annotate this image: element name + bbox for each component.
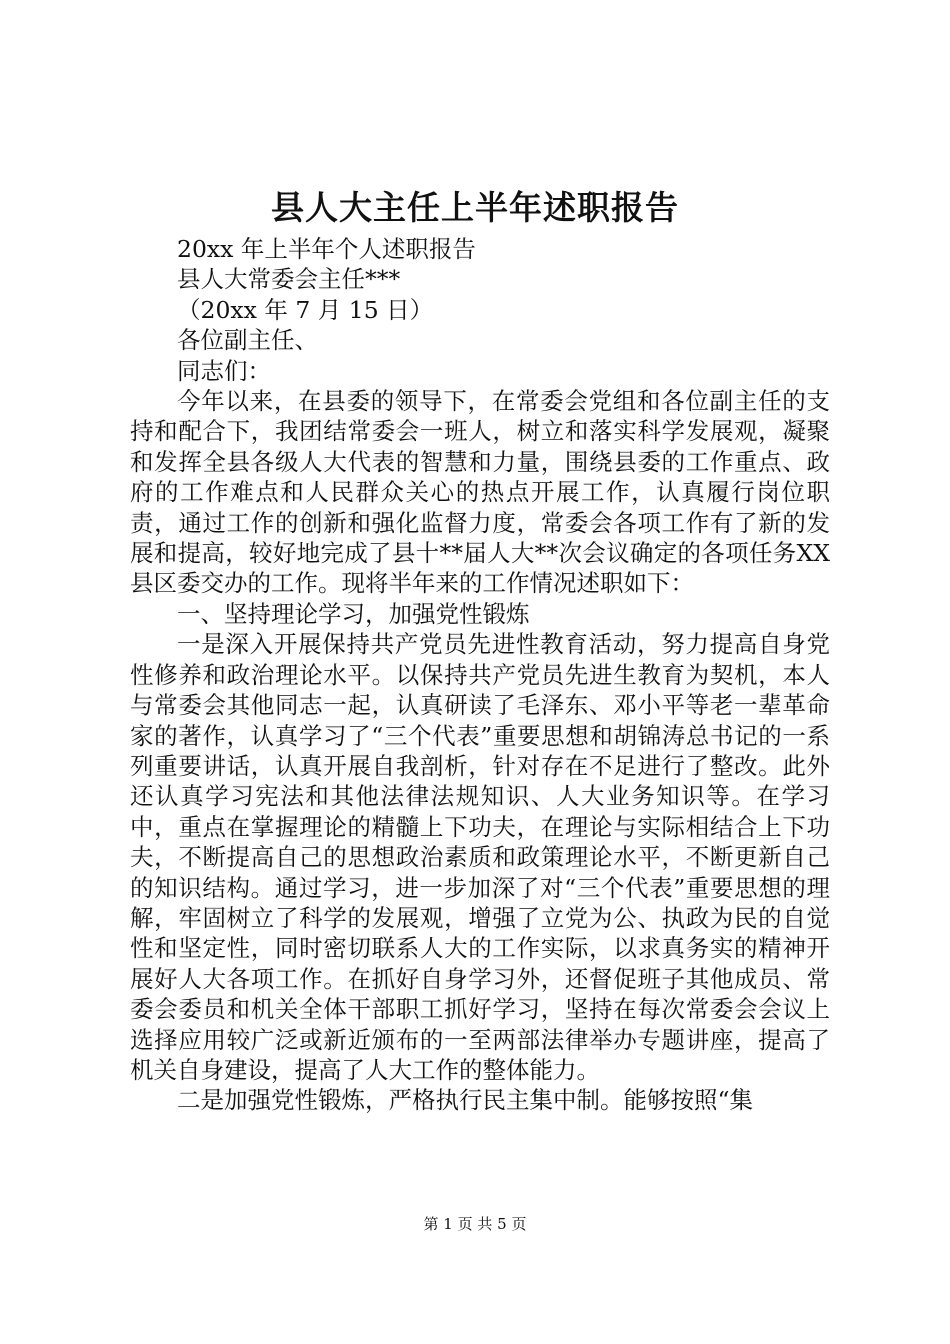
- section-heading: 一、坚持理论学习，加强党性锻炼: [177, 599, 530, 628]
- body-paragraph-continued: 二是加强党性锻炼，严格执行民主集中制。能够按照“集: [177, 1086, 754, 1115]
- document-body: [130, 234, 830, 1116]
- salutation-line-2: 同志们：: [177, 356, 271, 385]
- document-title: 县人大主任上半年述职报告: [271, 188, 679, 227]
- salutation-line-1: 各位副主任、: [177, 326, 318, 355]
- body-paragraph: 一是深入开展保持共产党员先进性教育活动，努力提高自身党性修养和政治理论水平。以保持共产党员先进生教育为契机，本人与常委会其他同志一起，认真研读了毛泽东、邓小平等老一辈革命家的著作，认真学习了“三个代表”重要思想和胡锦涛总书记的一系列重要讲话，认真开展自我剖析，针对存在不足进行了整改。此外还认真学习宪法和其他法律法规知识、人大业务知识等。在学习中，重点在掌握理论的精髓上下功夫，在理论与实际相结合上下功夫，不断提高自己的思想政治素质和政策理论水平，不断更新自己的知识结构。通过学习，进一步加深了对“三个代表”重要思想的理解，牢固树立了科学的发展观，增强了立党为公、执政为民的自觉性和坚定性，同时密切联系人大的工作实际，以求真务实的精神开展好人大各项工作。在抓好自身学习外，还督促班子其他成员、常委会委员和机关全体干部职工抓好学习，坚持在每次常委会会议上选择应用较广泛或新近颁布的一至两部法律举办专题讲座，提高了机关自身建设，提高了人大工作的整体能力。: [130, 630, 830, 1084]
- report-subtitle: 20xx 年上半年个人述职报告: [177, 235, 476, 263]
- date-line: （20xx 年 7 月 15 日）: [177, 295, 434, 324]
- page-number-footer: 第 1 页 共 5 页: [423, 1215, 527, 1233]
- author-line: 县人大常委会主任***: [177, 265, 401, 294]
- intro-paragraph: 今年以来，在县委的领导下，在常委会党组和各位副主任的支持和配合下，我团结常委会一班人，树立和落实科学发展观，凝聚和发挥全县各级人大代表的智慧和力量，围绕县委的工作重点、政府的工作难点和人民群众关心的热点开展工作，认真履行岗位职责，通过工作的创新和强化监督力度，常委会各项工作有了新的发展和提高，较好地完成了县十**届人大**次会议确定的各项任务XX县区委交办的工作。现将半年来的工作情况述职如下：: [130, 387, 830, 598]
